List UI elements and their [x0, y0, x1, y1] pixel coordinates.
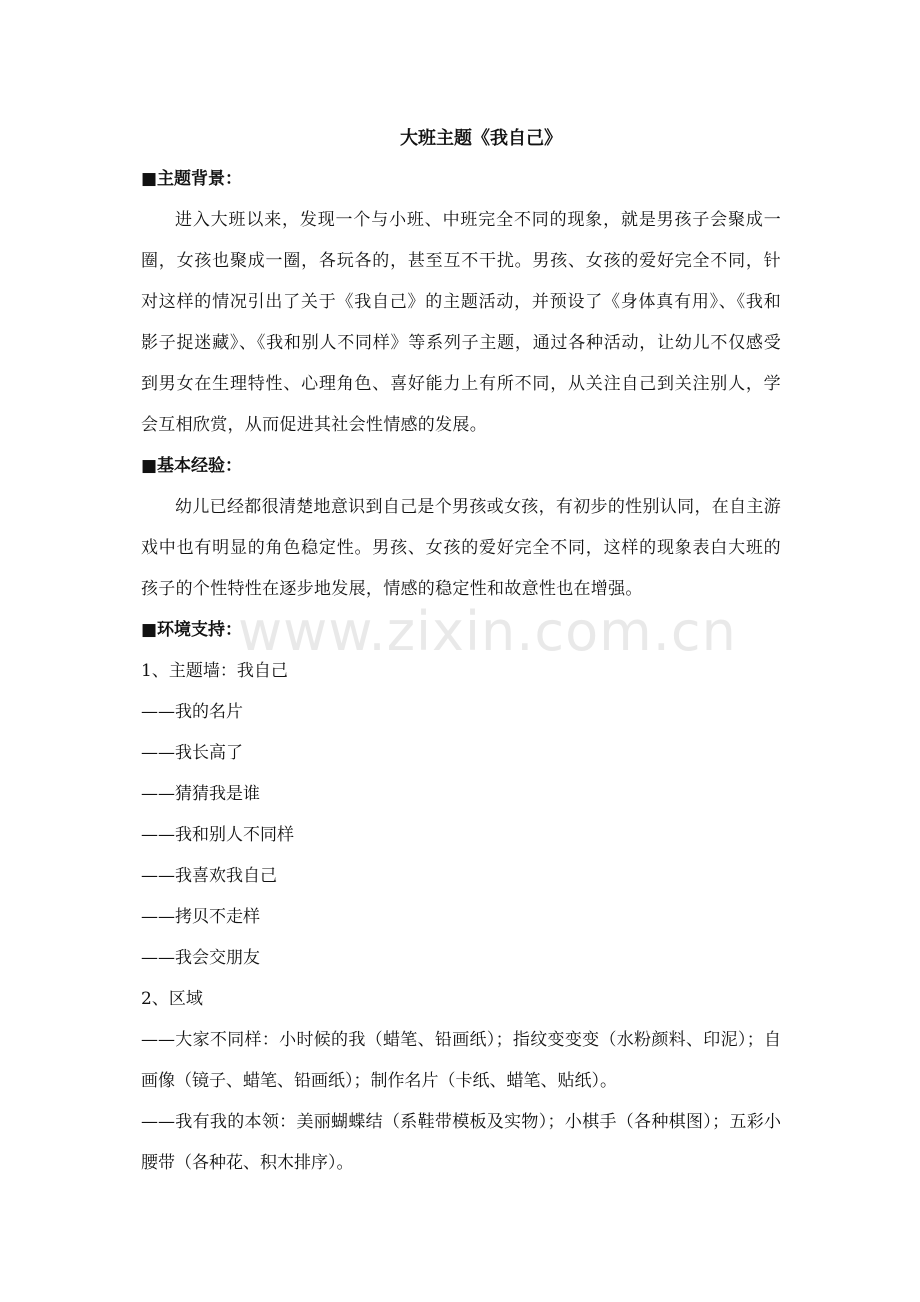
- section-paragraph-background: 进入大班以来，发现一个与小班、中班完全不同的现象，就是男孩子会聚成一圈，女孩也聚成一圈，各玩各的，甚至互不干扰。男孩、女孩的爱好完全不同，针对这样的情况引出了关于《我自己》的主题活动，并预设了《身体真有用》、《我和影子捉迷藏》、《我和别人不同样》等系列子主题，通过各种活动，让幼儿不仅感受到男女在生理特性、心理角色、喜好能力上有所不同，从关注自己到关注别人，学会互相欣赏，从而促进其社会性情感的发展。: [141, 210, 781, 435]
- list-item-area: 2、区域: [141, 989, 203, 1009]
- document-title: 大班主题《我自己》: [400, 128, 562, 149]
- list-item: ——我有我的本领：美丽蝴蝶结（系鞋带模板及实物）；小棋手（各种棋图）；五彩小腰带（各种花、积木排序）。: [141, 1112, 781, 1173]
- document-content: [141, 118, 781, 1184]
- section-paragraph-experience: 幼儿已经都很清楚地意识到自己是个男孩或女孩，有初步的性别认同，在自主游戏中也有明显的角色稳定性。男孩、女孩的爱好完全不同，这样的现象表白大班的孩子的个性特性在逐步地发展，情感的稳定性和故意性也在增强。: [141, 497, 781, 599]
- list-item: ——我会交朋友: [141, 948, 260, 968]
- watermark-text: www.zixin.com.cn: [238, 600, 737, 663]
- list-item: ——大家不同样：小时候的我（蜡笔、铅画纸）；指纹变变变（水粉颜料、印泥）；自画像（镜子、蜡笔、铅画纸）；制作名片（卡纸、蜡笔、贴纸）。: [141, 1030, 781, 1091]
- list-item: ——拷贝不走样: [141, 907, 260, 927]
- list-item: ——猜猜我是谁: [141, 784, 260, 804]
- section-heading-experience: ■基本经验：: [141, 456, 243, 476]
- section-heading-background: ■主题背景：: [141, 169, 243, 189]
- section-heading-environment: ■环境支持：: [141, 620, 243, 640]
- list-item: ——我长高了: [141, 743, 243, 763]
- list-item: ——我的名片: [141, 702, 243, 722]
- list-item: ——我和别人不同样: [141, 825, 294, 845]
- list-item-theme-wall: 1、主题墙：我自己: [141, 661, 288, 681]
- list-item: ——我喜欢我自己: [141, 866, 277, 886]
